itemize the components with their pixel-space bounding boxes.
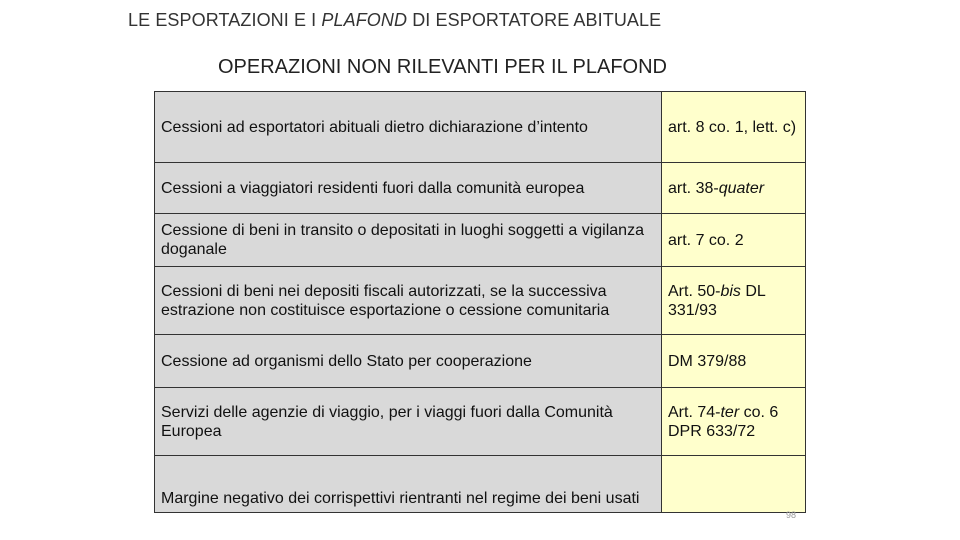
- operation-description: Cessioni ad esportatori abituali dietro dichiarazione d’intento: [155, 92, 662, 163]
- legal-reference: [662, 214, 806, 267]
- legal-reference: [662, 335, 806, 388]
- legal-reference: [662, 388, 806, 456]
- table-row: [155, 214, 806, 267]
- slide-subtitle: OPERAZIONI NON RILEVANTI PER IL PLAFOND: [218, 56, 667, 78]
- operations-table: [154, 91, 806, 513]
- legal-reference-text: art. 7 co. 2: [668, 231, 744, 249]
- legal-reference: [662, 456, 806, 513]
- slide-title-italic: PLAFOND: [321, 10, 408, 30]
- slide-title-suffix: DI ESPORTATORE ABITUALE: [407, 10, 662, 30]
- operation-description: Cessione di beni in transito o depositati in luoghi soggetti a vigilanza doganale: [155, 214, 662, 267]
- operation-description: Cessione ad organismi dello Stato per cooperazione: [155, 335, 662, 388]
- table-row: [155, 456, 806, 513]
- legal-reference-italic: ter: [720, 403, 740, 421]
- legal-reference: [662, 92, 806, 163]
- table-row: [155, 335, 806, 388]
- legal-reference-text: Art. 50-: [668, 282, 721, 300]
- legal-reference-text: Art. 74-: [668, 403, 721, 421]
- operation-description: Margine negativo dei corrispettivi rientranti nel regime dei beni usati: [155, 456, 662, 513]
- operation-description: Servizi delle agenzie di viaggio, per i viaggi fuori dalla Comunità Europea: [155, 388, 662, 456]
- table-row: [155, 92, 806, 163]
- operation-description: Cessioni di beni nei depositi fiscali autorizzati, se la successiva estrazione non costituisce esportazione o cessione comunitaria: [155, 267, 662, 335]
- legal-reference-suffix: DL 331/93: [668, 282, 766, 319]
- slide-title-prefix: LE ESPORTAZIONI E I: [128, 10, 322, 30]
- table-row: [155, 163, 806, 214]
- operation-description: Cessioni a viaggiatori residenti fuori dalla comunità europea: [155, 163, 662, 214]
- legal-reference-suffix: co. 6 DPR 633/72: [668, 403, 779, 440]
- page-number: 98: [786, 510, 797, 520]
- legal-reference: [662, 163, 806, 214]
- legal-reference-text: art. 8 co. 1, lett. c): [668, 118, 797, 136]
- legal-reference-text: art. 38-: [668, 179, 719, 197]
- legal-reference-italic: quater: [718, 179, 765, 197]
- legal-reference-text: DM 379/88: [668, 352, 747, 370]
- legal-reference: [662, 267, 806, 335]
- table-row: [155, 388, 806, 456]
- table-row: [155, 267, 806, 335]
- legal-reference-italic: bis: [720, 282, 741, 300]
- slide-title: [128, 10, 661, 31]
